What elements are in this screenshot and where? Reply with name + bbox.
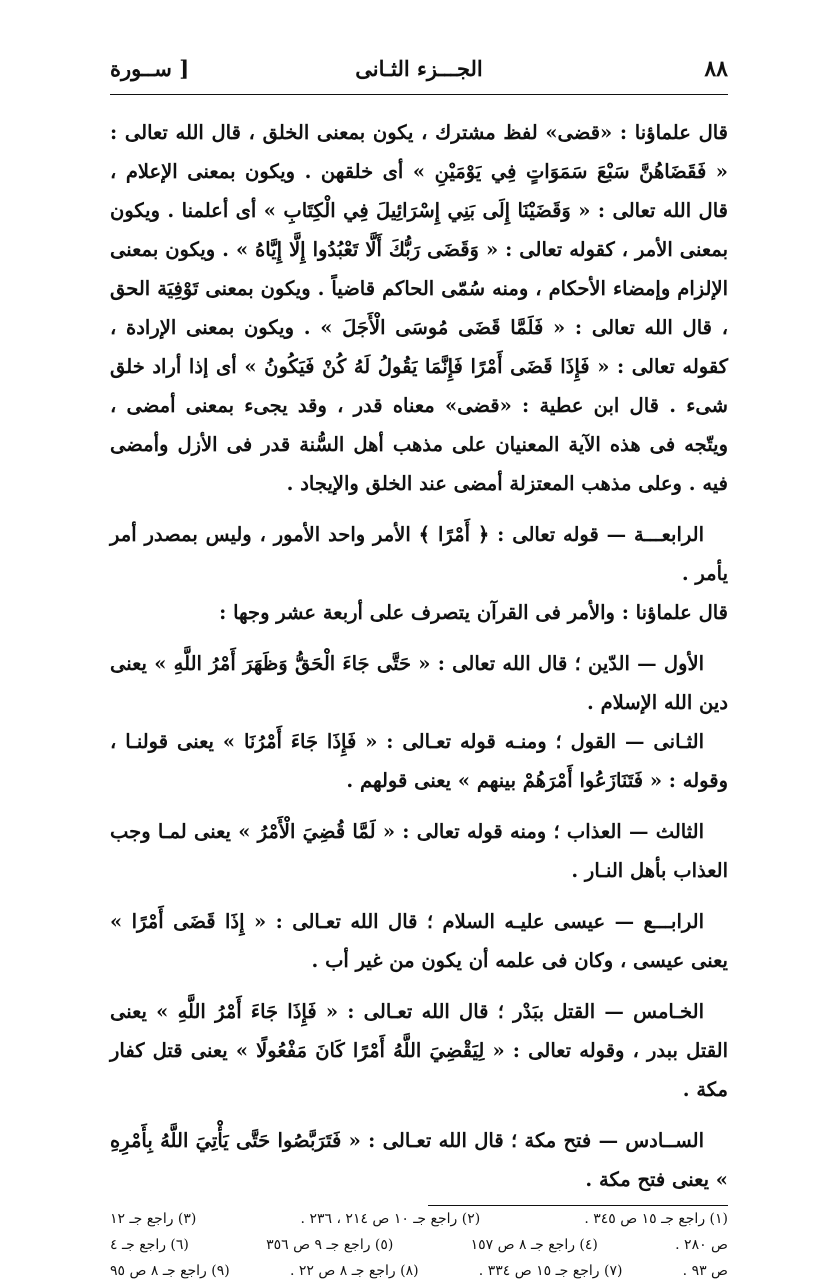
- footnote: (٤) راجع جـ ٨ ص ١٥٧: [470, 1237, 598, 1253]
- footnote: ص ٩٣ .: [682, 1263, 728, 1279]
- part-title: الجـــزء الثـانى: [355, 56, 483, 81]
- paragraph-sixth: الســادس — فتح مكة ؛ قال الله تعـالى : « فَتَرَبَّصُوا حَتَّى يَأْتِيَ اللَّهُ بِأَمْرِهِ » يعنى فتح مكة .: [110, 1129, 728, 1191]
- paragraph-first: الأول — الدّين ؛ قال الله تعالى : « حَتَّى جَاءَ الْحَقُّ وَظَهَرَ أَمْرُ اللَّهِ » يعنى دين الله الإسلام .: [110, 652, 728, 714]
- page-body: [110, 113, 728, 1199]
- page-number: ٨٨: [704, 56, 728, 82]
- paragraph-fourth-issue: الرابعـــة — قوله تعالى : ﴿ أَمْرًا ﴾ الأمر واحد الأمور ، وليس بمصدر أمر يأمر .: [110, 523, 728, 585]
- paragraph-amr-intro: قال علماؤنا : والأمر فى القرآن يتصرف على أربعة عشر وجها :: [219, 601, 728, 624]
- footnote: (٥) راجع جـ ٩ ص ٣٥٦: [266, 1237, 394, 1253]
- surah-label: [ ســورة: [110, 56, 190, 81]
- footnote-row: [110, 1258, 728, 1284]
- paragraph-second: الثـانى — القول ؛ ومنـه قوله تعـالى : « فَإِذَا جَاءَ أَمْرُنَا » يعنى قولنـا ، وقوله : « فَتَنَازَعُوا أَمْرَهُمْ بينهم » يعنى قولهم .: [110, 730, 728, 792]
- paragraph-qada: قال علماؤنا : «قضى» لفظ مشترك ، يكون بمعنى الخلق ، قال الله تعالى : « فَقَضَاهُنَّ سَبْعَ سَمَوَاتٍ فِي يَوْمَيْنِ » أى خلقهن . ويكون بمعنى الإعلام ، قال الله تعالى : « وَقَضَيْنَا إِلَى بَنِي إِسْرَائِيلَ فِي الْكِتَابِ » أى أعلمنا . ويكون بمعنى الأمر ، كقوله تعالى : « وَقَضَى رَبُّكَ أَلَّا تَعْبُدُوا إِلَّا إِيَّاهُ » . ويكون بمعنى الإلزام وإمضاء الأحكام ، ومنه سُمّى الحاكم قاضياً . ويكون بمعنى تَوْفِيَة الحق ، قال الله تعالى : « فَلَمَّا قَضَى مُوسَى الْأَجَلَ » . ويكون بمعنى الإرادة ، كقوله تعالى : « فَإِذَا قَضَى أَمْرًا فَإِنَّمَا يَقُولُ لَهُ كُنْ فَيَكُونُ » أى إذا أراد خلق شىء . قال ابن عطية : «قضى» معناه قدر ، وقد يجىء بمعنى أمضى ، ويتّجه فى هذه الآية المعنيان على مذهب أهل السُّنة قدر فى الأزل وأمضى فيه . وعلى مذهب المعتزلة أمضى عند الخلق والإيجاد .: [110, 121, 728, 495]
- footnote: (٣) راجع جـ ١٢: [110, 1211, 197, 1227]
- footnote-row: [110, 1206, 728, 1232]
- footnote: (٧) راجع جـ ١٥ ص ٣٣٤ .: [478, 1263, 623, 1279]
- running-header: [110, 50, 728, 95]
- footnote: (٦) راجع جـ ٤: [110, 1237, 189, 1253]
- footnote: (٢) راجع جـ ١٠ ص ٢١٤ ، ٢٣٦ .: [300, 1211, 481, 1227]
- paragraph-third: الثالث — العذاب ؛ ومنه قوله تعالى : « لَمَّا قُضِيَ الْأَمْرُ » يعنى لمـا وجب العذاب بأهل النـار .: [110, 820, 728, 882]
- footnote: (٨) راجع جـ ٨ ص ٢٢ .: [289, 1263, 419, 1279]
- footnotes: [110, 1206, 728, 1284]
- paragraph-fifth: الخـامس — القتل ببَدْر ؛ قال الله تعـالى : « فَإِذَا جَاءَ أَمْرُ اللَّهِ » يعنى القتل ببدر ، وقوله تعالى : « لِيَقْضِيَ اللَّهُ أَمْرًا كَانَ مَفْعُولًا » يعنى قتل كفار مكة .: [110, 1000, 728, 1101]
- book-page: [110, 50, 728, 1284]
- footnote-row: [110, 1232, 728, 1258]
- footnote: ص ٢٨٠ .: [675, 1237, 728, 1253]
- paragraph-fourth: الرابـــع — عيسى عليـه السلام ؛ قال الله تعـالى : « إِذَا قَضَى أَمْرًا » يعنى عيسى ، وكان فى علمه أن يكون من غير أب .: [110, 910, 728, 972]
- footnote: (١) راجع جـ ١٥ ص ٣٤٥ .: [584, 1211, 728, 1227]
- footnote: (٩) راجع جـ ٨ ص ٩٥: [110, 1263, 230, 1279]
